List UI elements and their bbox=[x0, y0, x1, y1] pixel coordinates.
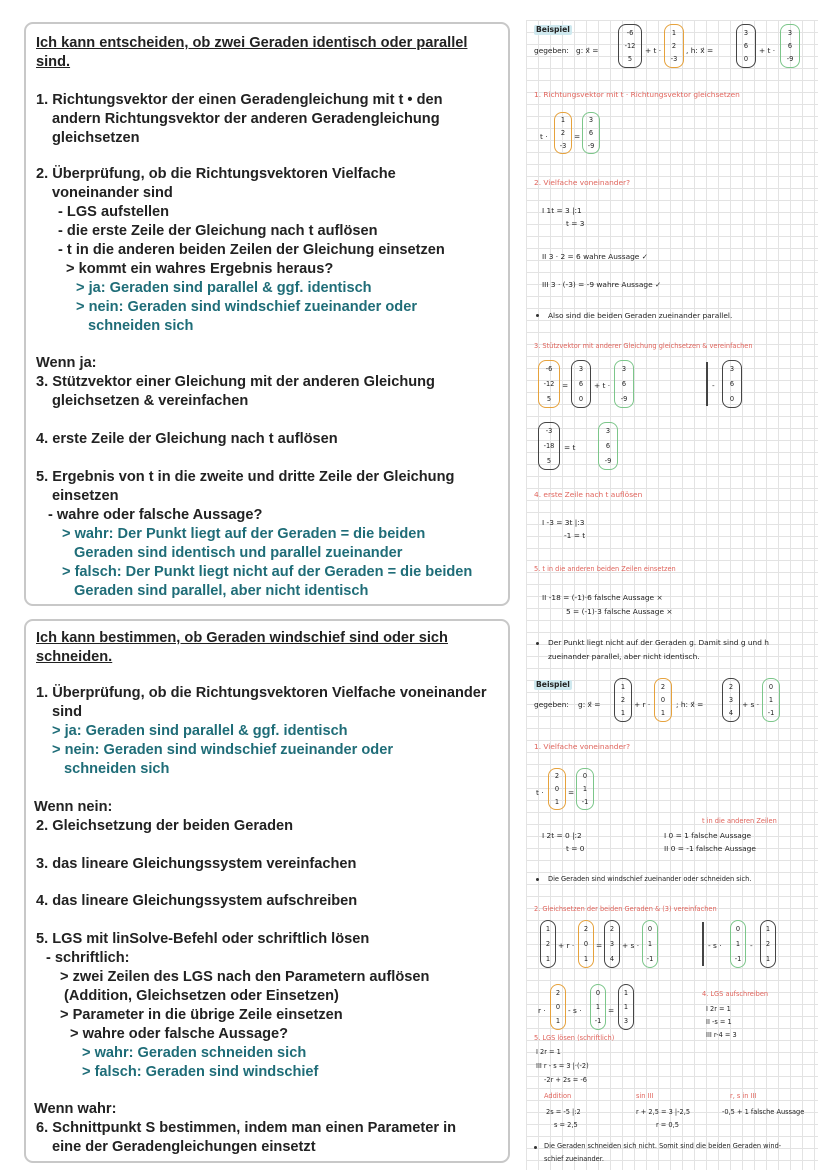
card2-zwei-zeilen-cont: (Addition, Gleichsetzen oder Einsetzen) bbox=[64, 988, 339, 1004]
card1-step4: 4. erste Zeile der Gleichung nach t auflösen bbox=[36, 431, 338, 447]
example1-g-richtungsvektor: 1 2 -3 bbox=[664, 24, 684, 68]
example2-lgs-sys1: I 2r = 1 bbox=[706, 1005, 731, 1013]
example1-lgs-line2: II 3 · 2 = 6 wahre Aussage ✓ bbox=[542, 252, 648, 261]
card2-step6: 6. Schnittpunkt S bestimmen, indem man einen Parameter in bbox=[36, 1120, 457, 1136]
card1-answer-nein-cont: schneiden sich bbox=[88, 318, 194, 334]
example2-h-richtungsvektor: 0 1 -1 bbox=[762, 678, 780, 722]
example1-gegeben: gegeben: bbox=[534, 46, 569, 55]
example1-conclusion2-line1: Der Punkt liegt nicht auf der Geraden g. Damit sind g und h bbox=[548, 638, 769, 647]
card1-step1: 1. Richtungsvektor der einen Geradengleichung mit t • den bbox=[36, 92, 443, 108]
example1-solve4-line1: I -3 = 3t |:3 bbox=[542, 518, 585, 527]
card1-step3-cont: gleichsetzen & vereinfachen bbox=[52, 393, 249, 409]
example1-solve4-line2: -1 = t bbox=[564, 531, 586, 540]
card1-wenn-ja: Wenn ja: bbox=[36, 355, 97, 371]
card1-step1-cont2: gleichsetzen bbox=[52, 130, 140, 146]
example1-step3-vec-r: 3 6 -9 bbox=[614, 360, 634, 408]
example2-eq-g-richt: 2 0 1 bbox=[578, 920, 594, 968]
example2-solve3: -2r + 2s = -6 bbox=[544, 1076, 587, 1084]
card1-falsch: > falsch: Der Punkt liegt nicht auf der Geraden = die beiden bbox=[62, 564, 473, 580]
example1-diff-richt: 3 6 -9 bbox=[598, 422, 618, 470]
example2-conclusion2-line2: schief zueinander. bbox=[544, 1155, 604, 1163]
example1-step2: 2. Vielfache voneinander? bbox=[534, 178, 630, 187]
card2-wahr: > wahr: Geraden schneiden sich bbox=[82, 1045, 307, 1061]
example2-lgs-right2: II 0 = -1 falsche Aussage bbox=[664, 844, 756, 853]
example2-gegeben: gegeben: bbox=[534, 700, 569, 709]
card1-step5: 5. Ergebnis von t in die zweite und dritte Zeile der Gleichung bbox=[36, 469, 455, 485]
example2-simpl-result: 1 1 3 bbox=[618, 984, 634, 1030]
example2-lgs-sys2: II -s = 1 bbox=[706, 1018, 732, 1026]
handwritten-notes: Beispiel gegeben: g: x⃗ = -6 -12 5 + t · 1 2 -3 , h: x⃗ = 3 6 0 + t · 3 6 -9 1. Richtungsvektor mit t · Richtungsvektor gleichsetzen t · 1 2 -3 = 3 6 -9 2. Vielfache voneinander? I 1t = 3 |:1 t = 3 II 3 · 2 = 6 wahre Aussage ✓ III 3 · (-3) = -9 wahre Aussage ✓ Also sind die beiden Geraden zueinander parallel. 3. Stützvektor mit anderer Gleichung gleichsetzen & vereinfachen -6 -12 5 = 3 6 0 + t · 3 6 -9 - 3 6 0 -3 -18 5 = t 3 6 -9 4. erste Zeile nach t auflösen I -3 = 3t |:3 -1 = t 5. t in die anderen beiden Zeilen einsetzen II -18 = (-1)·6 falsche Aussage × 5 = (-1)·3 falsche Aussage × Der Punkt liegt nicht auf der Geraden g. Damit sind g und h zueinander parallel, aber nicht identisch. Beispiel gegeben: g: x⃗ = 1 2 1 + r · 2 0 1 ; h: x⃗ = 2 3 4 + s · 0 1 -1 1. Vielfache voneinander? t · 2 0 1 = 0 1 -1 t in die anderen Zeilen I 2t = 0 |:2 t = 0 I 0 = 1 falsche Aussage II 0 = -1 falsche Aussage Die Geraden sind windschief zueinander oder schneiden sich. 2. Gleichsetzen der beiden Geraden & (3) vereinfachen 1 2 1 + r · 2 0 1 = 2 3 4 + s · 0 1 -1 - s · 0 1 -1 - 1 2 1 r · 2 0 1 - s · 0 1 -1 = 1 1 3 4. LGS aufschreiben I 2r = 1 II -s = 1 III r-4 = 3 5. LGS lösen (schriftlich) I 2r = 1 III r - s = 3 |·(-2) -2r + 2s = -6 Addition sin III r, s in III 2s = -5 |:2 r + 2,5 = 3 |-2,5 -0,5 + 1 falsche Aussage s = 2,5 r = 0,5 Die Geraden schneiden sich nicht. Somit sind die beiden Geraden wind- schief zueinander. bbox=[526, 20, 818, 1170]
example2-h-label: ; h: x⃗ = bbox=[676, 700, 704, 709]
example2-lgs-left2: t = 0 bbox=[566, 844, 585, 853]
example2-lgs-title: 4. LGS aufschreiben bbox=[702, 990, 769, 998]
example1-step1: 1. Richtungsvektor mit t · Richtungsvektor gleichsetzen bbox=[534, 90, 740, 99]
example1-badge: Beispiel bbox=[536, 25, 570, 34]
example1-g-label: g: x⃗ = bbox=[576, 46, 599, 55]
card1-step5-question: - wahre oder falsche Aussage? bbox=[48, 507, 263, 523]
card2-falsch: > falsch: Geraden sind windschief bbox=[82, 1064, 319, 1080]
example1-step3: 3. Stützvektor mit anderer Gleichung gleichsetzen & vereinfachen bbox=[534, 342, 753, 350]
card2-answer-ja: > ja: Geraden sind parallel & ggf. identisch bbox=[52, 723, 348, 739]
example2-conclusion2-line1: Die Geraden schneiden sich nicht. Somit sind die beiden Geraden wind- bbox=[544, 1142, 782, 1150]
example2-eq-sub-vec: 0 1 -1 bbox=[730, 920, 746, 968]
example2-simpl-r: 2 0 1 bbox=[550, 984, 566, 1030]
example2-lgs-sys3: III r-4 = 3 bbox=[706, 1031, 737, 1039]
example2-eq-sub-stuetz: 1 2 1 bbox=[760, 920, 776, 968]
example1-step3-vec-sub: 3 6 0 bbox=[722, 360, 742, 408]
example2-g-richtungsvektor: 2 0 1 bbox=[654, 678, 672, 722]
example1-diff-vec: -3 -18 5 bbox=[538, 422, 560, 470]
example2-step1-vec-a: 2 0 1 bbox=[548, 768, 566, 810]
card2-zwei-zeilen: > zwei Zeilen des LGS nach den Parametern auflösen bbox=[60, 969, 430, 985]
card2-step1: 1. Überprüfung, ob die Richtungsvektoren Vielfache voneinander bbox=[36, 685, 487, 701]
example2-r-value: r = 0,5 bbox=[656, 1121, 679, 1129]
example1-conclusion1: Also sind die beiden Geraden zueinander parallel. bbox=[548, 311, 733, 320]
example1-g-stuetzvektor: -6 -12 5 bbox=[618, 24, 642, 68]
example2-step1: 1. Vielfache voneinander? bbox=[534, 742, 630, 751]
card2-step5: 5. LGS mit linSolve-Befehl oder schriftlich lösen bbox=[36, 931, 370, 947]
card-windschief-schneiden bbox=[24, 619, 510, 1163]
card2-step6-cont: eine der Geradengleichungen einsetzt bbox=[52, 1139, 316, 1155]
example1-lgs-line1b: t = 3 bbox=[566, 219, 585, 228]
example2-h-stuetzvektor: 2 3 4 bbox=[722, 678, 740, 722]
card1-step3: 3. Stützvektor einer Gleichung mit der anderen Gleichung bbox=[36, 374, 435, 390]
card1-answer-nein: > nein: Geraden sind windschief zueinander oder bbox=[76, 299, 417, 315]
example2-solve1: I 2r = 1 bbox=[536, 1048, 561, 1056]
example2-lgs-left1: I 2t = 0 |:2 bbox=[542, 831, 582, 840]
card1-step5-cont: einsetzen bbox=[52, 488, 119, 504]
example1-step3-vec-g: -6 -12 5 bbox=[538, 360, 560, 408]
card1-answer-ja: > ja: Geraden sind parallel & ggf. identisch bbox=[76, 280, 372, 296]
card2-step4: 4. das lineare Gleichungssystem aufschreiben bbox=[36, 893, 358, 909]
card1-title-line1: Ich kann entscheiden, ob zwei Geraden identisch oder parallel bbox=[36, 35, 468, 51]
example1-check2: 5 = (-1)·3 falsche Aussage × bbox=[566, 607, 673, 616]
example2-eq-h-stuetz: 2 3 4 bbox=[604, 920, 620, 968]
example1-step1-vec-b: 3 6 -9 bbox=[582, 112, 600, 154]
card1-bullet-zeile: - die erste Zeile der Gleichung nach t auflösen bbox=[58, 223, 378, 239]
example2-result2: r + 2,5 = 3 |-2,5 bbox=[636, 1108, 691, 1116]
example2-g-label: g: x⃗ = bbox=[578, 700, 601, 709]
card1-question: > kommt ein wahres Ergebnis heraus? bbox=[66, 261, 334, 277]
example1-step1-vec-a: 1 2 -3 bbox=[554, 112, 572, 154]
example2-label-addition: Addition bbox=[544, 1092, 572, 1100]
example1-step5: 5. t in die anderen beiden Zeilen einsetzen bbox=[534, 565, 676, 573]
example2-g-stuetzvektor: 1 2 1 bbox=[614, 678, 632, 722]
card2-schriftlich: - schriftlich: bbox=[46, 950, 130, 966]
card2-parameter: > Parameter in die übrige Zeile einsetzen bbox=[60, 1007, 343, 1023]
card2-answer-nein: > nein: Geraden sind windschief zueinander oder bbox=[52, 742, 393, 758]
example2-eq-g-stuetz: 1 2 1 bbox=[540, 920, 556, 968]
card2-answer-nein-cont: schneiden sich bbox=[64, 761, 170, 777]
card1-falsch-cont: Geraden sind parallel, aber nicht identisch bbox=[74, 583, 369, 599]
card1-bullet-lgs: - LGS aufstellen bbox=[58, 204, 170, 220]
example1-h-richtungsvektor: 3 6 -9 bbox=[780, 24, 800, 68]
card2-step3: 3. das lineare Gleichungssystem vereinfachen bbox=[36, 856, 357, 872]
card1-wahr-cont: Geraden sind identisch und parallel zueinander bbox=[74, 545, 403, 561]
example1-h-stuetzvektor: 3 6 0 bbox=[736, 24, 756, 68]
example2-solve2: III r - s = 3 |·(-2) bbox=[536, 1062, 589, 1070]
example2-step1b: t in die anderen Zeilen bbox=[702, 817, 777, 825]
example1-conclusion2-line2: zueinander parallel, aber nicht identisch. bbox=[548, 652, 700, 661]
example1-step4: 4. erste Zeile nach t auflösen bbox=[534, 490, 643, 499]
example2-s-value: s = 2,5 bbox=[554, 1121, 578, 1129]
card2-step1-cont: sind bbox=[52, 704, 82, 720]
example2-eq-h-richt: 0 1 -1 bbox=[642, 920, 658, 968]
example2-result3: -0,5 + 1 falsche Aussage bbox=[722, 1108, 805, 1116]
example2-conclusion1: Die Geraden sind windschief zueinander oder schneiden sich. bbox=[548, 875, 752, 883]
card1-bullet-einsetzen: - t in die anderen beiden Zeilen der Gleichung einsetzen bbox=[58, 242, 445, 258]
card1-step2-cont: voneinander sind bbox=[52, 185, 173, 201]
card1-step1-cont: andern Richtungsvektor der anderen Geradengleichung bbox=[52, 111, 440, 127]
card2-step2: 2. Gleichsetzung der beiden Geraden bbox=[36, 818, 294, 834]
card1-title-line2: sind. bbox=[36, 54, 71, 70]
example1-h-label: , h: x⃗ = bbox=[686, 46, 714, 55]
example2-step5: 5. LGS lösen (schriftlich) bbox=[534, 1034, 615, 1042]
card1-step2: 2. Überprüfung, ob die Richtungsvektoren Vielfache bbox=[36, 166, 396, 182]
card2-question: > wahre oder falsche Aussage? bbox=[70, 1026, 289, 1042]
card2-wenn-wahr: Wenn wahr: bbox=[34, 1101, 117, 1117]
example2-lgs-right1: I 0 = 1 falsche Aussage bbox=[664, 831, 752, 840]
example2-step2: 2. Gleichsetzen der beiden Geraden & (3) vereinfachen bbox=[534, 905, 717, 913]
example1-step3-vec-h: 3 6 0 bbox=[571, 360, 591, 408]
example2-result1: 2s = -5 |:2 bbox=[546, 1108, 581, 1116]
card2-title-line1: Ich kann bestimmen, ob Geraden windschief sind oder sich bbox=[36, 630, 448, 646]
example2-simpl-s: 0 1 -1 bbox=[590, 984, 606, 1030]
card2-wenn-nein: Wenn nein: bbox=[34, 799, 113, 815]
card2-title-line2: schneiden. bbox=[36, 649, 113, 665]
example1-lgs-line1: I 1t = 3 |:1 bbox=[542, 206, 582, 215]
example2-label-rs: r, s in III bbox=[730, 1092, 757, 1100]
card1-wahr: > wahr: Der Punkt liegt auf der Geraden = die beiden bbox=[62, 526, 426, 542]
example2-step1-vec-b: 0 1 -1 bbox=[576, 768, 594, 810]
card-identisch-parallel bbox=[24, 22, 510, 606]
example2-label-sin3: sin III bbox=[636, 1092, 654, 1100]
example2-badge: Beispiel bbox=[536, 680, 570, 689]
example1-lgs-line3: III 3 · (-3) = -9 wahre Aussage ✓ bbox=[542, 280, 662, 289]
example1-check1: II -18 = (-1)·6 falsche Aussage × bbox=[542, 593, 663, 602]
